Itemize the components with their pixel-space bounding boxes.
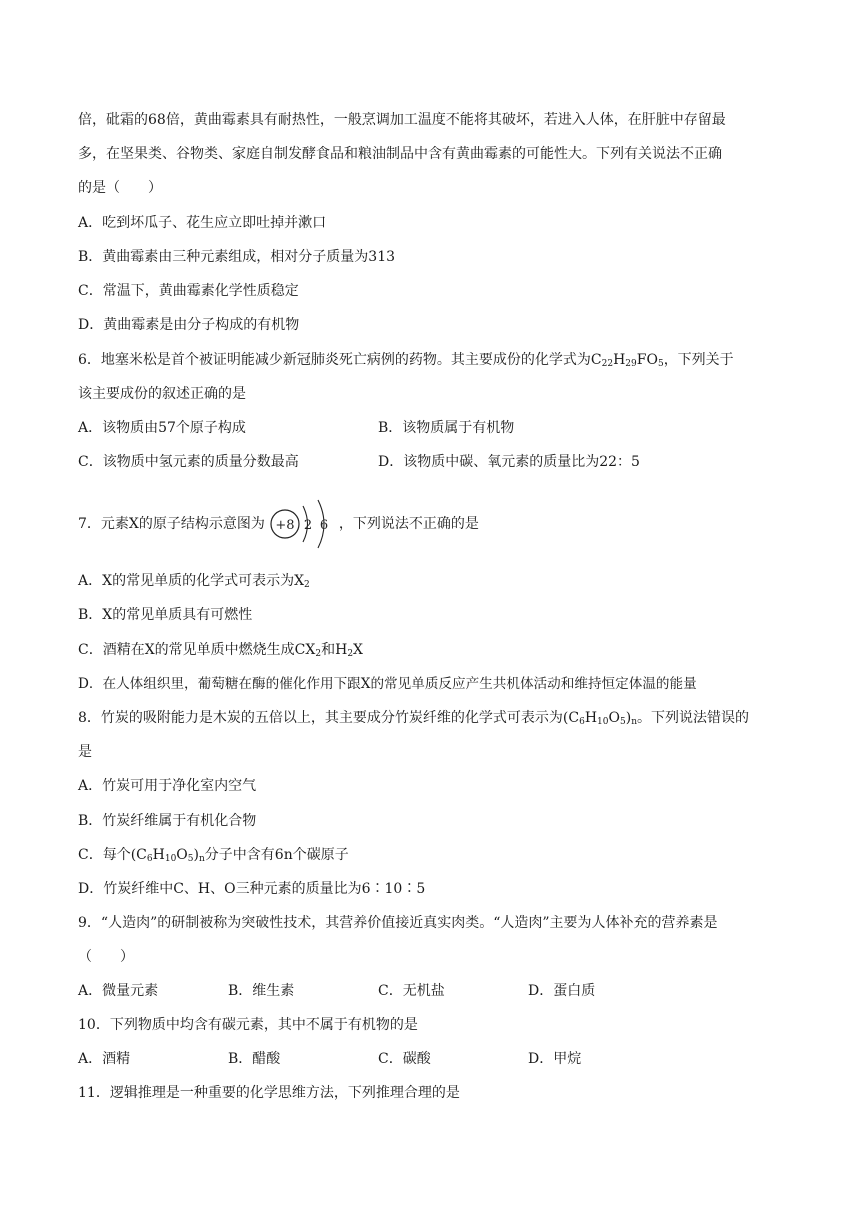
q9-stem-line-2: （ ） xyxy=(78,949,134,965)
q6-formula: $C_{22}H_{29}FO_5$ xyxy=(590,352,664,369)
q5-option-d: D．黄曲霉素是由分子构成的有机物 xyxy=(78,317,300,333)
q6-stem-tail: ，下列关于 xyxy=(663,352,734,368)
q9-option-d: D．蛋白质 xyxy=(528,983,596,999)
q6-option-c: C．该物质中氢元素的质量分数最高 xyxy=(78,454,299,470)
q6-stem-text: 6．地塞米松是首个被证明能减少新冠肺炎死亡病例的药物。其主要成份的化学式为 xyxy=(78,352,591,368)
q6-option-a: A．该物质由57个原子构成 xyxy=(78,420,246,436)
q7-option-a: A．X的常见单质的化学式可表示为$X_2$ xyxy=(78,573,310,590)
q7-stem-tail: ，下列说法不正确的是 xyxy=(338,516,479,532)
q9-option-c: C．无机盐 xyxy=(378,983,445,999)
q10-option-a: A．酒精 xyxy=(78,1051,131,1067)
q8-option-d: D．竹炭纤维中C、H、O三种元素的质量比为6∶10∶5 xyxy=(78,881,426,897)
q10-stem: 10．下列物质中均含有碳元素，其中不属于有机物的是 xyxy=(78,1017,418,1033)
q9-option-b: B．维生素 xyxy=(228,983,295,999)
q7-stem-text: 7．元素X的原子结构示意图为 xyxy=(78,516,265,532)
q5-option-c: C．常温下，黄曲霉素化学性质稳定 xyxy=(78,283,299,299)
q6-stem-line-1 xyxy=(78,350,800,370)
q7-option-c: C．酒精在X的常见单质中燃烧生成$CX_2$和$H_2X$ xyxy=(78,642,364,659)
q9-option-a: A．微量元素 xyxy=(78,983,159,999)
q5-option-b: B．黄曲霉素由三种元素组成，相对分子质量为313 xyxy=(78,249,396,265)
q11-stem: 11．逻辑推理是一种重要的化学思维方法，下列推理合理的是 xyxy=(78,1085,460,1101)
q5-option-a: A．吃到坏瓜子、花生应立即吐掉并漱口 xyxy=(78,215,327,231)
q8-option-a: A．竹炭可用于净化室内空气 xyxy=(78,778,257,794)
q8-option-c: C．每个$(C_6H_{10}O_5)_n$分子中含有6n个碳原子 xyxy=(78,847,349,864)
atom-structure-diagram xyxy=(267,498,337,550)
shell-1-electrons: 2 xyxy=(303,518,313,533)
q6-option-b: B．该物质属于有机物 xyxy=(378,420,515,436)
q8-stem-line-1: 8．竹炭的吸附能力是木炭的五倍以上，其主要成分竹炭纤维的化学式可表示为$(C_6H_{10}O_5)_n$。下列说法错误的 xyxy=(78,710,749,727)
q10-option-b: B．醋酸 xyxy=(228,1051,281,1067)
q7-option-d: D．在人体组织里，葡萄糖在酶的催化作用下跟X的常见单质反应产生共机体活动和维持恒定体温的能量 xyxy=(78,676,697,692)
q7-option-b: B．X的常见单质具有可燃性 xyxy=(78,607,253,623)
shell-2-electrons: 6 xyxy=(319,518,329,533)
q10-option-c: C．碳酸 xyxy=(378,1051,431,1067)
q6-option-d: D．该物质中碳、氧元素的质量比为22：5 xyxy=(378,454,640,470)
q5-stem-line-1: 倍，砒霜的68倍，黄曲霉素具有耐热性，一般烹调加工温度不能将其破坏，若进入人体，在肝脏中存留最 xyxy=(78,112,726,128)
q8-stem-line-2: 是 xyxy=(78,744,92,760)
q8-option-b: B．竹炭纤维属于有机化合物 xyxy=(78,813,257,829)
q5-stem-line-3: 的是（ ） xyxy=(78,180,162,196)
q10-option-d: D．甲烷 xyxy=(528,1051,582,1067)
q5-stem-line-2: 多，在坚果类、谷物类、家庭自制发酵食品和粮油制品中含有黄曲霉素的可能性大。下列有关说法不正确 xyxy=(78,146,722,162)
nucleus-charge: +8 xyxy=(275,518,295,533)
q9-stem-line-1: 9．“人造肉”的研制被称为突破性技术，其营养价值接近真实肉类。“人造肉”主要为人体补充的营养素是 xyxy=(78,915,718,931)
q7-stem-line xyxy=(78,498,800,550)
q6-stem-line-2: 该主要成份的叙述正确的是 xyxy=(78,386,246,402)
